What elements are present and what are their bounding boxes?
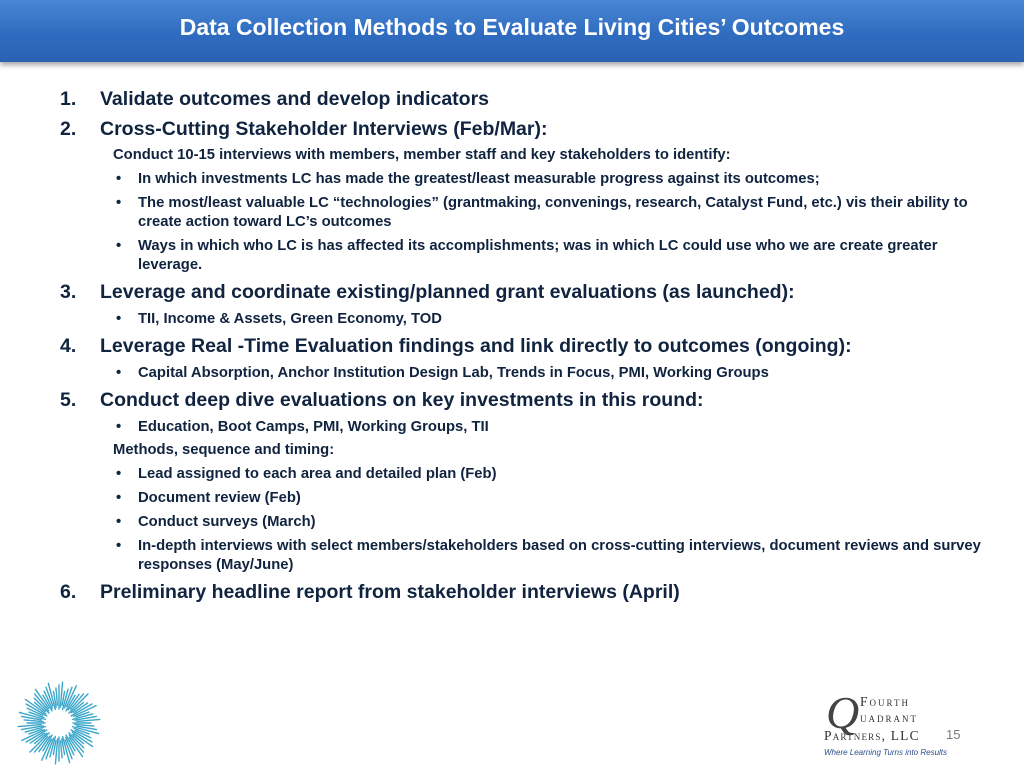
bullet-icon: • <box>116 538 122 554</box>
list-item-3 <box>60 279 990 305</box>
bullet-text: Lead assigned to each area and detailed plan (Feb) <box>138 466 497 482</box>
sub-bullet <box>60 418 990 437</box>
sub-bullet <box>60 364 990 383</box>
method-bullet <box>60 489 990 508</box>
sub-bullet <box>60 237 990 275</box>
firm-line-1: Fourth <box>860 694 910 709</box>
bullet-text: Document review (Feb) <box>138 490 301 506</box>
list-item-2 <box>60 116 990 142</box>
slide-title: Data Collection Methods to Evaluate Living Cities’ Outcomes <box>179 14 845 40</box>
firm-tagline: Where Learning Turns into Results <box>824 748 948 757</box>
starburst-logo-icon <box>16 680 102 766</box>
list-item-4 <box>60 333 990 359</box>
firm-line-2: uadrant <box>860 710 918 725</box>
bullet-text: Ways in which who LC is has affected its accomplishments; was in which LC could use who we are create greater leverage. <box>138 238 938 273</box>
bullet-icon: • <box>116 419 122 435</box>
item-text: Leverage Real -Time Evaluation findings and link directly to outcomes (ongoing): <box>100 335 852 357</box>
item-number: 4. <box>60 335 77 357</box>
bullet-text: Conduct surveys (March) <box>138 514 316 530</box>
item-number: 3. <box>60 281 77 303</box>
item-text: Validate outcomes and develop indicators <box>100 88 490 110</box>
item-number: 6. <box>60 581 77 603</box>
bullet-text: Capital Absorption, Anchor Institution Design Lab, Trends in Focus, PMI, Working Groups <box>138 365 769 381</box>
item-text: Conduct deep dive evaluations on key investments in this round: <box>100 389 704 411</box>
bullet-icon: • <box>116 195 122 211</box>
item-text: Leverage and coordinate existing/planned grant evaluations (as launched): <box>100 281 795 303</box>
firm-line-3: Partners, LLC <box>824 728 920 743</box>
bullet-text: Education, Boot Camps, PMI, Working Groups, TII <box>138 419 489 435</box>
methods-label: Methods, sequence and timing: <box>113 442 335 458</box>
bullet-icon: • <box>116 365 122 381</box>
sub-bullet <box>60 170 990 189</box>
bullet-icon: • <box>116 466 122 482</box>
firm-q-letter: Q <box>826 687 860 738</box>
sub-bullet <box>60 310 990 329</box>
list-item-6 <box>60 579 990 605</box>
item-text: Preliminary headline report from stakeholder interviews (April) <box>100 581 680 603</box>
bullet-icon: • <box>116 238 122 254</box>
bullet-text: In which investments LC has made the greatest/least measurable progress against its outcomes; <box>138 171 820 187</box>
bullet-icon: • <box>116 514 122 530</box>
bullet-icon: • <box>116 171 122 187</box>
list-item-1 <box>60 86 990 112</box>
firm-logo <box>824 687 948 760</box>
list-item-5 <box>60 387 990 413</box>
page-number: 15 <box>946 727 961 742</box>
item-number: 2. <box>60 118 77 140</box>
method-bullet <box>60 465 990 484</box>
item-text: Cross-Cutting Stakeholder Interviews (Feb/Mar): <box>100 118 548 140</box>
bullet-icon: • <box>116 490 122 506</box>
bullet-icon: • <box>116 311 122 327</box>
method-bullet <box>60 513 990 532</box>
slide-content <box>60 82 990 605</box>
bullet-text: The most/least valuable LC “technologies” (grantmaking, convenings, research, Catalyst Fund, etc.) vis their ability to create action toward LC’s outcomes <box>138 195 968 230</box>
title-bar <box>0 0 1024 62</box>
bullet-text: In-depth interviews with select members/stakeholders based on cross-cutting interviews, document reviews and survey responses (May/June) <box>138 538 981 573</box>
sub-bullet <box>60 194 990 232</box>
method-bullet <box>60 537 990 575</box>
interviews-intro: Conduct 10-15 interviews with members, member staff and key stakeholders to identify: <box>113 147 731 163</box>
item-number: 1. <box>60 88 77 110</box>
bullet-text: TII, Income & Assets, Green Economy, TOD <box>138 311 442 327</box>
item-number: 5. <box>60 389 77 411</box>
